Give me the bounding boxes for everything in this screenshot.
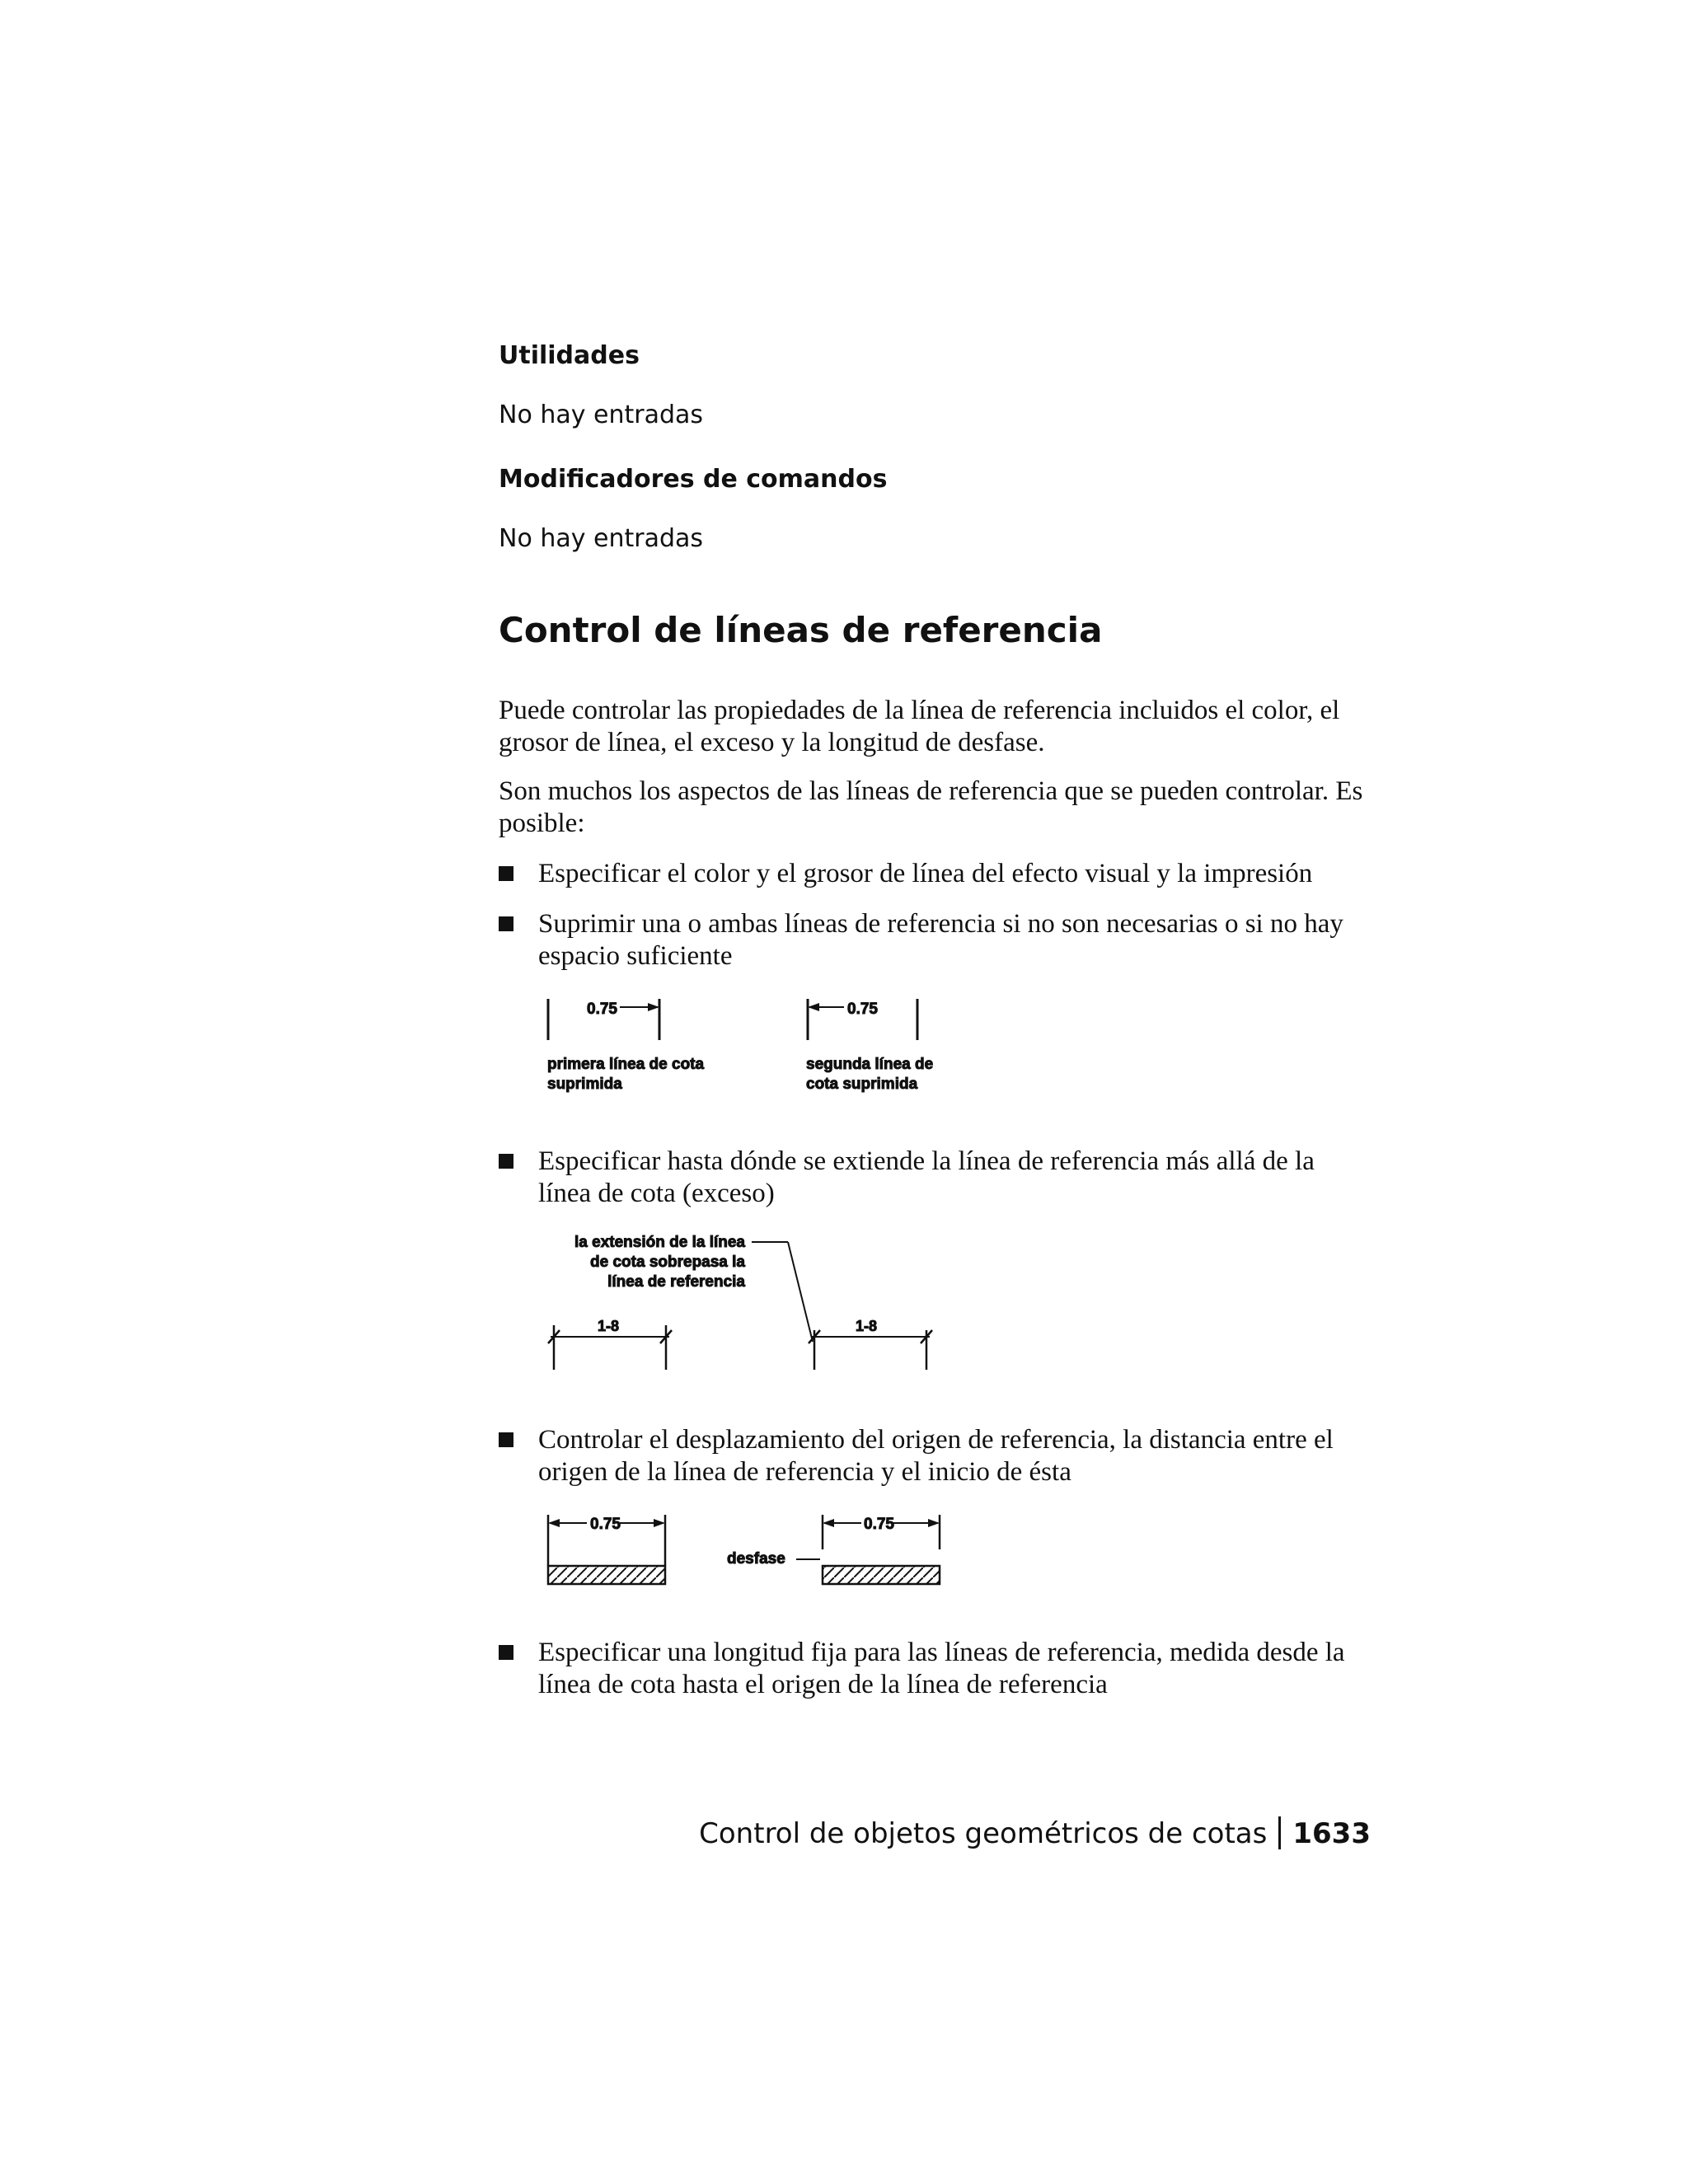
- footer-title: Control de objetos geométricos de cotas: [699, 1817, 1268, 1850]
- bullet-square-icon: [499, 1154, 513, 1169]
- page-footer: [699, 1816, 1371, 1850]
- figure3-dim-right: 0.75: [864, 1516, 894, 1533]
- utilities-heading: Utilidades: [499, 341, 640, 370]
- modifiers-heading: Modificadores de comandos: [499, 465, 888, 494]
- bullet-text: Controlar el desplazamiento del origen de referencia, la distancia entre el origen de la línea de referencia y el inicio de ésta: [538, 1425, 1334, 1487]
- figure1-caption-left-1: primera línea de cota: [547, 1056, 705, 1073]
- bullet-item-2: [499, 908, 1372, 972]
- figure1-dim-right: 0.75: [847, 1001, 878, 1018]
- figure-extension-beyond: [528, 1228, 956, 1376]
- bullet-square-icon: [499, 1432, 513, 1447]
- bullet-item-4: [499, 1424, 1372, 1488]
- lead-paragraph: Son muchos los aspectos de las líneas de referencia que se pueden controlar. Es posible:: [499, 776, 1363, 838]
- bullet-text: Especificar hasta dónde se extiende la línea de referencia más allá de la línea de cota (exceso): [538, 1146, 1315, 1208]
- footer-separator: [1278, 1816, 1281, 1849]
- figure1-caption-right-2: cota suprimida: [806, 1076, 918, 1093]
- figure-offset: [528, 1508, 956, 1591]
- figure2-note-3: línea de referencia: [607, 1273, 745, 1291]
- page-number: 1633: [1292, 1817, 1371, 1850]
- figure3-label: desfase: [727, 1550, 785, 1568]
- figure1-caption-left-2: suprimida: [547, 1076, 622, 1093]
- figure2-note-2: de cota sobrepasa la: [590, 1254, 745, 1271]
- figure-suppressed-lines: [528, 989, 956, 1104]
- figure1-dim-left: 0.75: [587, 1001, 617, 1018]
- bullet-item-5: [499, 1637, 1372, 1701]
- bullet-square-icon: [499, 916, 513, 931]
- figure1-caption-right-1: segunda línea de: [806, 1056, 934, 1073]
- bullet-item-1: [499, 858, 1372, 890]
- section-title: Control de líneas de referencia: [499, 610, 1103, 650]
- bullet-square-icon: [499, 866, 513, 881]
- intro-paragraph: Puede controlar las propiedades de la línea de referencia incluidos el color, el grosor de línea, el exceso y la longitud de desfase.: [499, 696, 1340, 757]
- bullet-text: Especificar el color y el grosor de línea del efecto visual y la impresión: [538, 859, 1313, 888]
- figure3-dim-left: 0.75: [590, 1516, 621, 1533]
- bullet-square-icon: [499, 1645, 513, 1660]
- bullet-item-3: [499, 1146, 1372, 1210]
- figure2-note-1: la extensión de la línea: [574, 1234, 745, 1251]
- bullet-text: Especificar una longitud fija para las líneas de referencia, medida desde la línea de cota hasta el origen de la línea de referencia: [538, 1638, 1345, 1699]
- figure2-dim-right: 1-8: [856, 1318, 878, 1334]
- bullet-text: Suprimir una o ambas líneas de referencia si no son necesarias o si no hay espacio suficiente: [538, 909, 1343, 971]
- utilities-text: No hay entradas: [499, 401, 704, 429]
- modifiers-text: No hay entradas: [499, 524, 704, 553]
- figure2-dim-left: 1-8: [598, 1318, 620, 1334]
